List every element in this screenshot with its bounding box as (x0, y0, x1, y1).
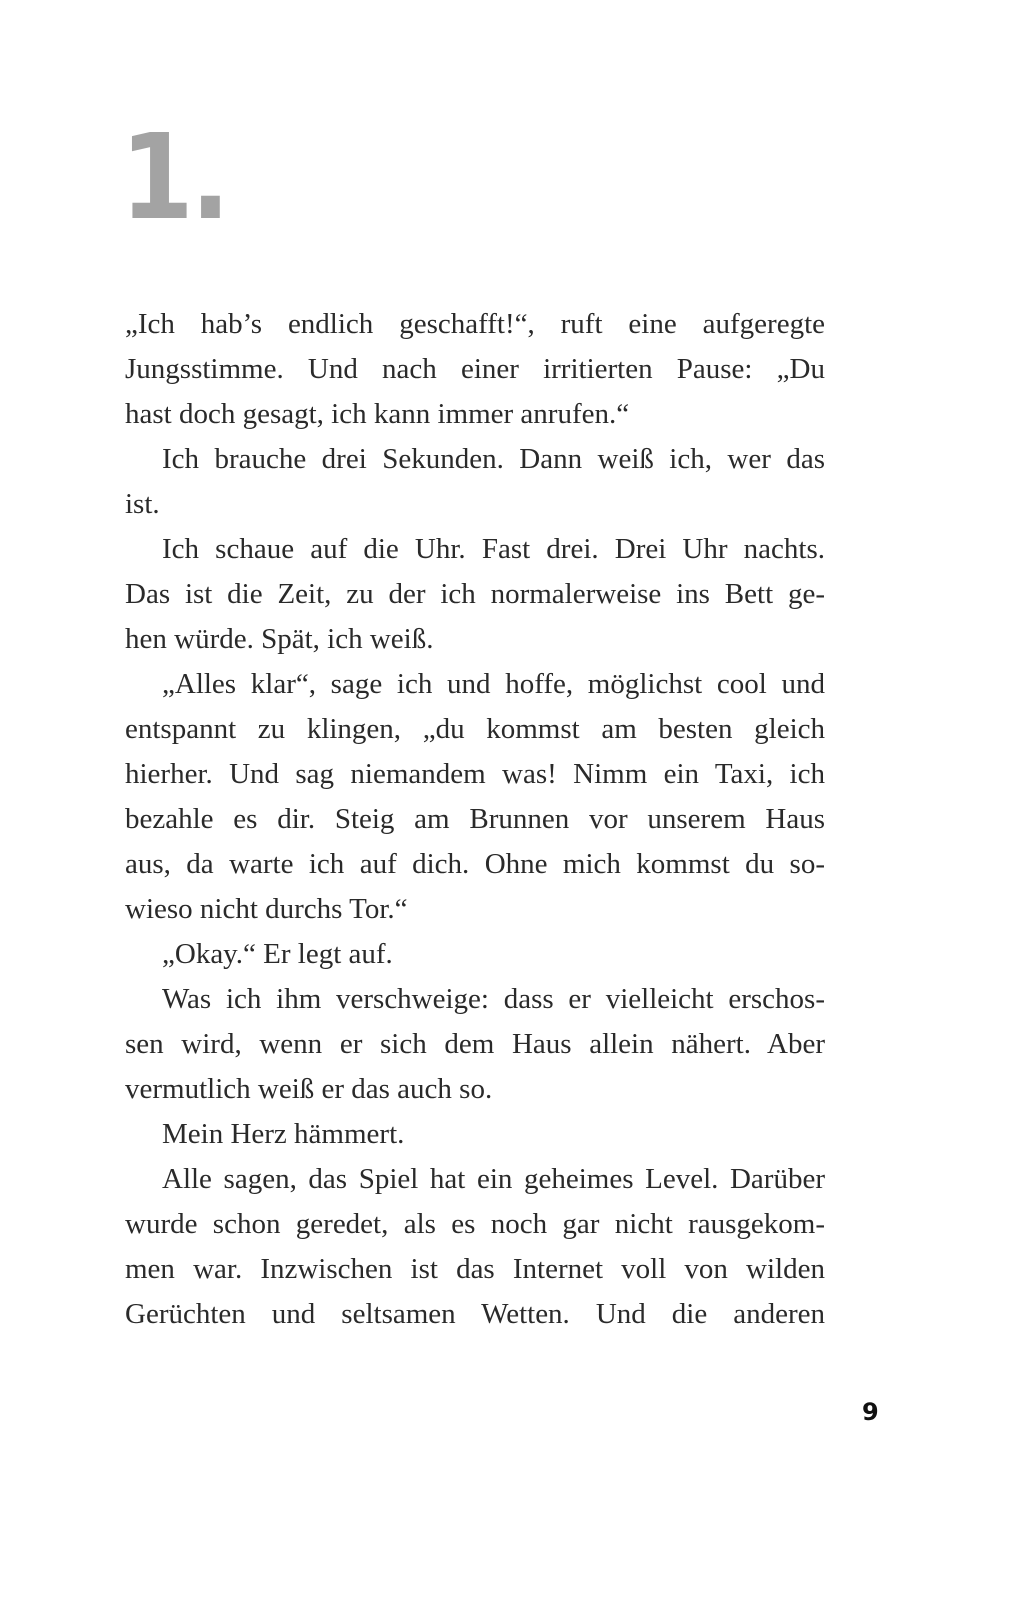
text-line: Gerüchten und seltsamen Wetten. Und die anderen (125, 1298, 825, 1330)
text-line: sen wird, wenn er sich dem Haus allein nähert. Aber (125, 1028, 825, 1060)
text-line: hast doch gesagt, ich kann immer anrufen.“ (125, 398, 630, 430)
page-number: 9 (862, 1398, 879, 1426)
text-line: „Alles klar“, sage ich und hoffe, möglichst cool und (162, 668, 825, 700)
text-line: Ich schaue auf die Uhr. Fast drei. Drei Uhr nachts. (162, 533, 825, 565)
text-line: vermutlich weiß er das auch so. (125, 1073, 493, 1105)
text-line: Ich brauche drei Sekunden. Dann weiß ich, wer das (162, 443, 825, 475)
text-line: men war. Inzwischen ist das Internet voll von wilden (125, 1253, 825, 1285)
text-line: aus, da warte ich auf dich. Ohne mich kommst du so- (125, 848, 825, 880)
text-line: wieso nicht durchs Tor.“ (125, 893, 408, 925)
text-line: entspannt zu klingen, „du kommst am besten gleich (125, 713, 825, 745)
text-line: „Okay.“ Er legt auf. (162, 938, 393, 970)
text-line: wurde schon geredet, als es noch gar nicht rausgekom- (125, 1208, 825, 1240)
text-line: Alle sagen, das Spiel hat ein geheimes Level. Darüber (162, 1163, 825, 1195)
text-line: bezahle es dir. Steig am Brunnen vor unserem Haus (125, 803, 825, 835)
text-line: ist. (125, 488, 160, 520)
text-line: Das ist die Zeit, zu der ich normalerweise ins Bett ge- (125, 578, 825, 610)
body-text (125, 302, 825, 1337)
text-line: Jungsstimme. Und nach einer irritierten Pause: „Du (125, 353, 825, 385)
text-line: Was ich ihm verschweige: dass er vielleicht erschos- (162, 983, 825, 1015)
text-line: hierher. Und sag niemandem was! Nimm ein Taxi, ich (125, 758, 825, 790)
chapter-number: 1. (120, 108, 228, 246)
text-line: hen würde. Spät, ich weiß. (125, 623, 434, 655)
text-line: „Ich hab’s endlich geschafft!“, ruft eine aufgeregte (125, 308, 825, 340)
text-line: Mein Herz hämmert. (162, 1118, 405, 1150)
